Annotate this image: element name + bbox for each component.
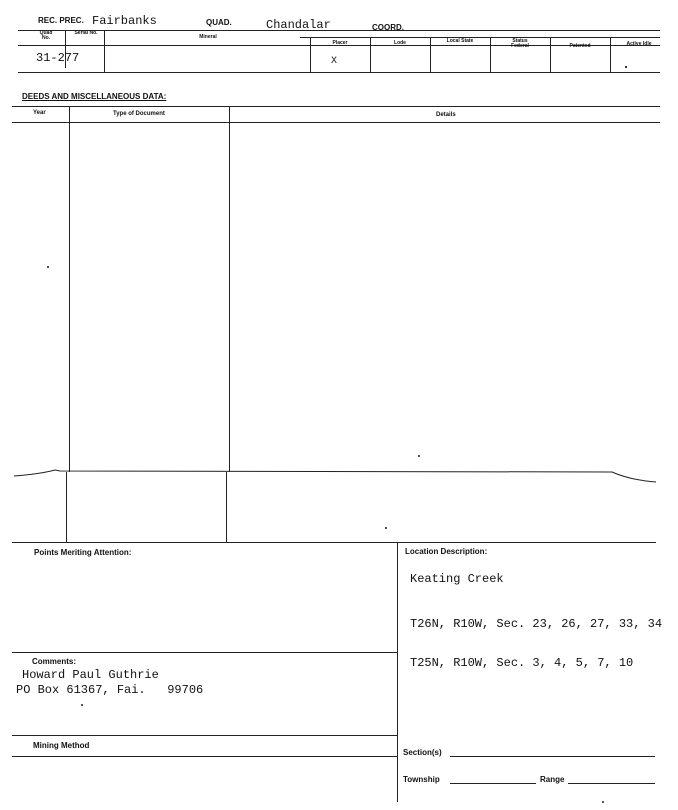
rec-prec-value: Fairbanks bbox=[92, 14, 157, 28]
comments-label: Comments: bbox=[32, 657, 77, 666]
col-local-state: Local State bbox=[446, 38, 474, 44]
col-active-idle: Active Idle bbox=[626, 41, 652, 47]
comments-top-rule bbox=[12, 652, 397, 653]
stray-dot bbox=[418, 455, 420, 457]
header-divider bbox=[610, 37, 611, 72]
location-line-2: T26N, R10W, Sec. 23, 26, 27, 33, 34 bbox=[410, 617, 663, 631]
comments-line-2: PO Box 61367, Fai. 99706 bbox=[16, 683, 204, 697]
header-divider bbox=[370, 37, 371, 72]
location-line-1: Keating Creek bbox=[410, 572, 504, 586]
deeds-col-details: Details bbox=[436, 112, 456, 118]
range-line bbox=[568, 783, 655, 784]
page-seam bbox=[0, 462, 678, 492]
col-serial-no: Serial No. bbox=[74, 30, 98, 36]
mining-top-rule bbox=[12, 735, 397, 736]
deeds-col-type: Type of Document bbox=[113, 111, 165, 117]
header-bottom-rule bbox=[18, 72, 660, 73]
deeds-header-rule bbox=[12, 122, 660, 123]
stray-dot bbox=[625, 66, 627, 68]
points-label: Points Meriting Attention: bbox=[34, 548, 132, 557]
col-mineral: Mineral bbox=[199, 34, 217, 40]
mining-method-label: Mining Method bbox=[33, 741, 90, 750]
range-label: Range bbox=[540, 775, 565, 784]
header-top-rule bbox=[18, 30, 660, 31]
header-divider bbox=[550, 37, 551, 72]
location-label: Location Description: bbox=[405, 547, 488, 556]
deeds-divider-year bbox=[69, 106, 70, 472]
header-divider bbox=[490, 37, 491, 72]
col-lode: Lode bbox=[394, 40, 406, 46]
col-placer: Placer bbox=[332, 40, 348, 46]
stray-dot bbox=[385, 527, 387, 529]
deeds-col-year: Year bbox=[33, 110, 46, 116]
col-quad-no: Quad No. bbox=[39, 30, 53, 41]
header-divider bbox=[310, 37, 311, 72]
header-divider bbox=[430, 37, 431, 72]
quad-label: QUAD. bbox=[206, 18, 232, 27]
sections-line bbox=[450, 756, 655, 757]
bottom-center-divider bbox=[397, 542, 398, 802]
header-mid-rule bbox=[300, 37, 660, 38]
sections-label: Section(s) bbox=[403, 748, 442, 757]
quad-value: Chandalar bbox=[266, 18, 331, 32]
deeds-divider-type bbox=[229, 106, 230, 472]
col-status-federal: Status Federal bbox=[511, 38, 529, 49]
stray-dot bbox=[47, 266, 49, 268]
stray-dot bbox=[81, 704, 83, 706]
township-label: Township bbox=[403, 775, 440, 784]
coord-label: COORD. bbox=[372, 23, 404, 32]
deeds-title: DEEDS AND MISCELLANEOUS DATA: bbox=[22, 92, 167, 101]
comments-line-1: Howard Paul Guthrie bbox=[22, 668, 159, 682]
township-line bbox=[450, 783, 536, 784]
mining-bottom-rule bbox=[12, 756, 397, 757]
col-patented: Patented bbox=[569, 43, 591, 49]
location-line-3: T25N, R10W, Sec. 3, 4, 5, 7, 10 bbox=[410, 656, 634, 670]
deeds-top-rule bbox=[12, 106, 660, 107]
header-divider bbox=[104, 30, 105, 72]
stray-dot bbox=[602, 801, 604, 803]
quad-serial-value: 31-277 bbox=[36, 51, 80, 65]
rec-prec-label: REC. PREC. bbox=[38, 16, 84, 25]
placer-mark: X bbox=[331, 56, 338, 67]
bottom-top-rule bbox=[12, 542, 656, 543]
